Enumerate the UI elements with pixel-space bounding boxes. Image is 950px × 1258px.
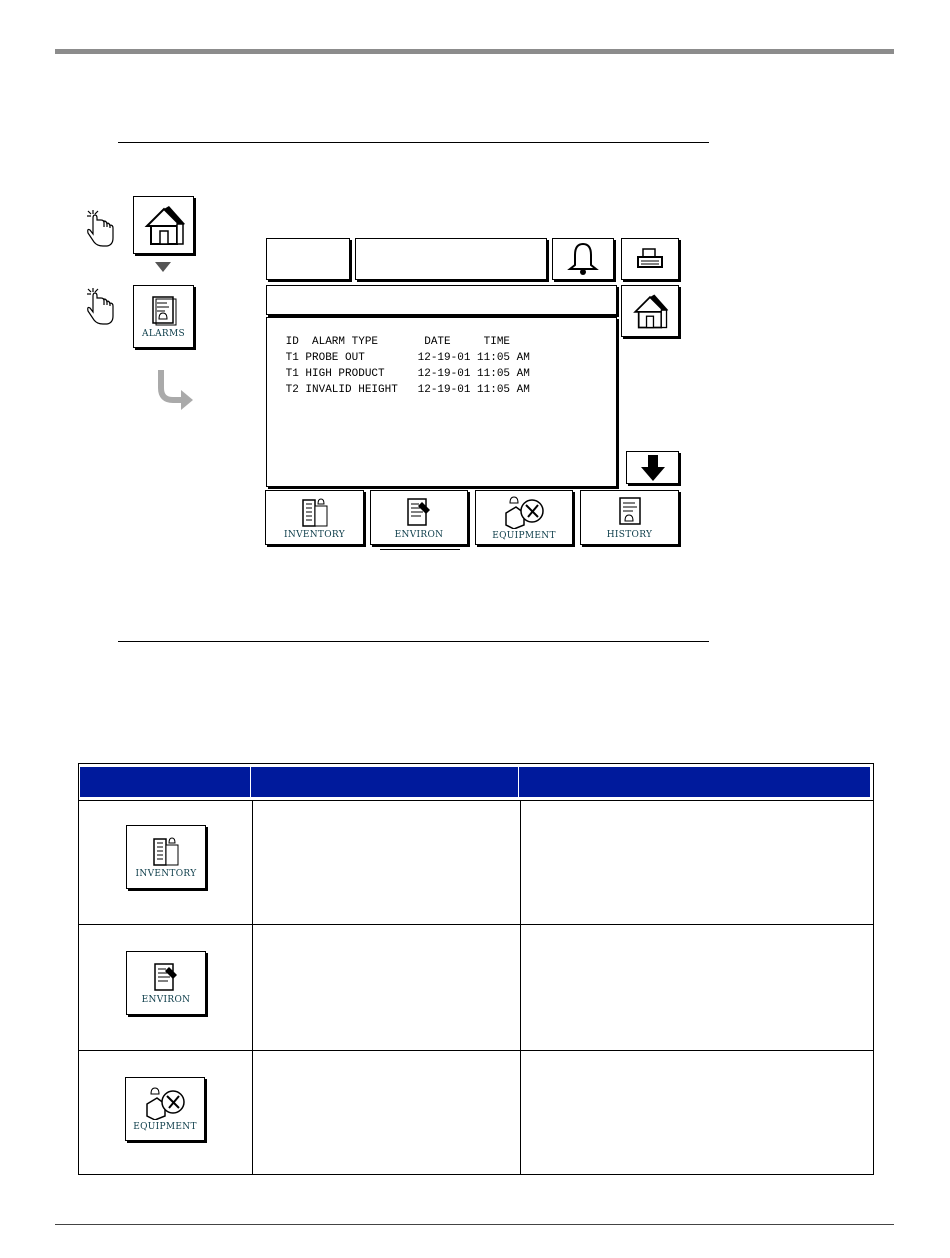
table-row [126, 825, 206, 889]
home-step-button[interactable] [133, 196, 194, 254]
status-box-left [266, 238, 350, 280]
hand-pointer-icon [85, 208, 117, 252]
down-arrow-icon [640, 454, 666, 482]
table-row [126, 951, 206, 1015]
section-rule-bottom [118, 641, 709, 642]
tab-history[interactable] [580, 490, 679, 545]
printer-icon [636, 247, 664, 271]
inventory-icon [151, 835, 181, 867]
home-icon [141, 202, 187, 248]
tab-equipment-label: EQUIPMENT [492, 530, 556, 541]
alarms-step-label: ALARMS [142, 328, 185, 339]
section-rule-top [118, 142, 709, 143]
alarm-list-panel [266, 317, 617, 487]
message-bar [266, 285, 617, 315]
table-row [125, 1077, 205, 1141]
step-down-arrow [155, 262, 171, 272]
table-row-icon-label: INVENTORY [135, 869, 197, 879]
scroll-down-button[interactable] [626, 451, 679, 484]
alarms-step-button[interactable] [133, 285, 194, 348]
top-bar [55, 49, 894, 54]
tab-environ-label: ENVIRON [394, 529, 444, 540]
curved-arrow-icon [155, 368, 197, 414]
print-button[interactable] [621, 238, 679, 280]
table-row-icon-label: ENVIRON [141, 995, 191, 1005]
tab-environ[interactable] [370, 490, 468, 545]
alarms-report-icon [149, 295, 179, 327]
environ-underline [380, 549, 460, 550]
table-divider [78, 1050, 874, 1051]
bell-button[interactable] [552, 238, 614, 280]
bell-icon [565, 241, 601, 277]
table-divider [78, 924, 874, 925]
alarm-list-header: ID ALARM TYPE DATE TIME [279, 336, 511, 348]
footer-rule [55, 1224, 894, 1225]
alarm-row[interactable]: T1 PROBE OUT 12-19-01 11:05 AM [279, 352, 530, 364]
table-header-col-3 [519, 767, 870, 797]
environ-icon [404, 496, 434, 528]
home-button[interactable] [621, 285, 679, 337]
table-divider [78, 800, 874, 801]
tab-history-label: HISTORY [606, 529, 653, 540]
table-header-col-2 [251, 767, 519, 797]
table-divider [520, 800, 521, 1174]
table-divider [252, 800, 253, 1174]
tab-inventory-label: INVENTORY [284, 529, 345, 540]
equipment-icon [143, 1086, 187, 1120]
tab-inventory[interactable] [265, 490, 364, 545]
alarm-row[interactable]: T2 INVALID HEIGHT 12-19-01 11:05 AM [279, 384, 530, 396]
status-box-center [355, 238, 547, 280]
table-header-col-1 [80, 767, 251, 797]
home-icon [630, 291, 670, 331]
tab-equipment[interactable] [475, 490, 573, 545]
alarm-row[interactable]: T1 HIGH PRODUCT 12-19-01 11:05 AM [279, 368, 530, 380]
history-icon [615, 496, 645, 528]
inventory-icon [300, 496, 330, 528]
table-header [80, 767, 870, 797]
table-row-icon-label: EQUIPMENT [133, 1122, 197, 1132]
equipment-icon [502, 495, 546, 529]
hand-pointer-icon [85, 286, 117, 330]
environ-icon [151, 961, 181, 993]
